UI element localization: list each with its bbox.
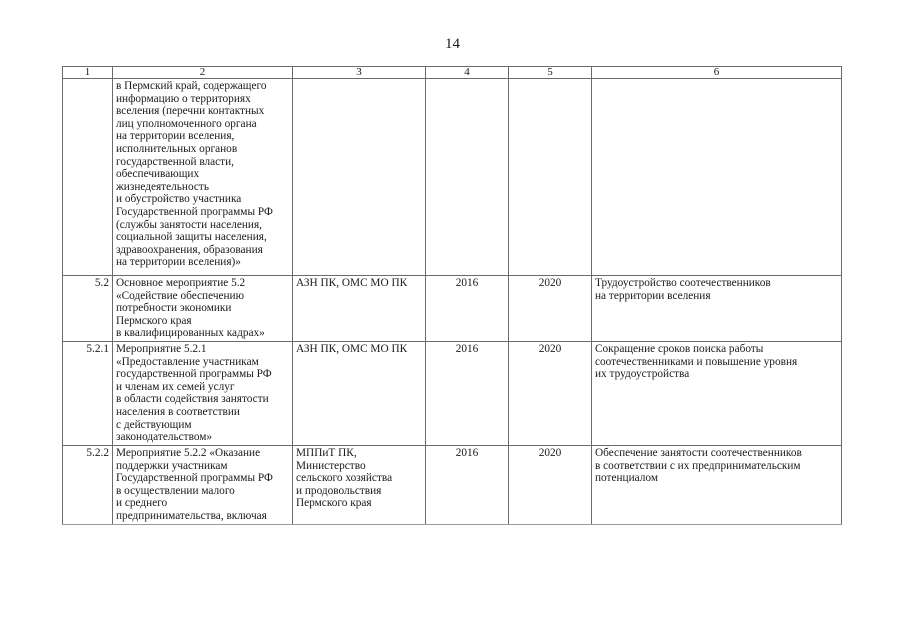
column-header-6: 6 bbox=[592, 67, 842, 79]
expected-result: Трудоустройство соотечественников на территории вселения bbox=[592, 276, 842, 342]
row-index bbox=[63, 79, 113, 276]
start-year: 2016 bbox=[426, 445, 509, 524]
column-header-3: 3 bbox=[293, 67, 426, 79]
measure-name: Мероприятие 5.2.1 «Предоставление участникам государственной программы РФ и членам их семей услуг в области содействия занятости населения в соответствии с действующим законодательством» bbox=[113, 341, 293, 445]
row-index: 5.2.2 bbox=[63, 445, 113, 524]
end-year bbox=[509, 79, 592, 276]
executor: АЗН ПК, ОМС МО ПК bbox=[293, 341, 426, 445]
column-header-5: 5 bbox=[509, 67, 592, 79]
executor bbox=[293, 79, 426, 276]
table-row bbox=[63, 79, 842, 276]
table-header-row bbox=[63, 67, 842, 79]
column-header-4: 4 bbox=[426, 67, 509, 79]
table-row bbox=[63, 341, 842, 445]
row-index: 5.2.1 bbox=[63, 341, 113, 445]
column-header-2: 2 bbox=[113, 67, 293, 79]
program-measures-table bbox=[62, 66, 842, 525]
expected-result: Обеспечение занятости соотечественников в соответствии с их предпринимательским потенциалом bbox=[592, 445, 842, 524]
executor: АЗН ПК, ОМС МО ПК bbox=[293, 276, 426, 342]
column-header-1: 1 bbox=[63, 67, 113, 79]
start-year: 2016 bbox=[426, 341, 509, 445]
measure-name: Основное мероприятие 5.2 «Содействие обеспечению потребности экономики Пермского края в квалифицированных кадрах» bbox=[113, 276, 293, 342]
start-year bbox=[426, 79, 509, 276]
end-year: 2020 bbox=[509, 341, 592, 445]
end-year: 2020 bbox=[509, 276, 592, 342]
executor: МППиТ ПК, Министерство сельского хозяйства и продовольствия Пермского края bbox=[293, 445, 426, 524]
measure-name: Мероприятие 5.2.2 «Оказание поддержки участникам Государственной программы РФ в осуществлении малого и среднего предпринимательства, включая bbox=[113, 445, 293, 524]
row-index: 5.2 bbox=[63, 276, 113, 342]
expected-result: Сокращение сроков поиска работы соотечественниками и повышение уровня их трудоустройства bbox=[592, 341, 842, 445]
start-year: 2016 bbox=[426, 276, 509, 342]
measure-name: в Пермский край, содержащего информацию о территориях вселения (перечни контактных лиц уполномоченного органа на территории вселения, исполнительных органов государственной власти, обеспечивающих жизнедеятельность и обустройство участника Государственной программы РФ (службы занятости населения, социальной защиты населения, здравоохранения, образования на территории вселения)» bbox=[113, 79, 293, 276]
expected-result bbox=[592, 79, 842, 276]
page-number: 14 bbox=[445, 36, 460, 52]
table-row bbox=[63, 445, 842, 524]
end-year: 2020 bbox=[509, 445, 592, 524]
table-row bbox=[63, 276, 842, 342]
